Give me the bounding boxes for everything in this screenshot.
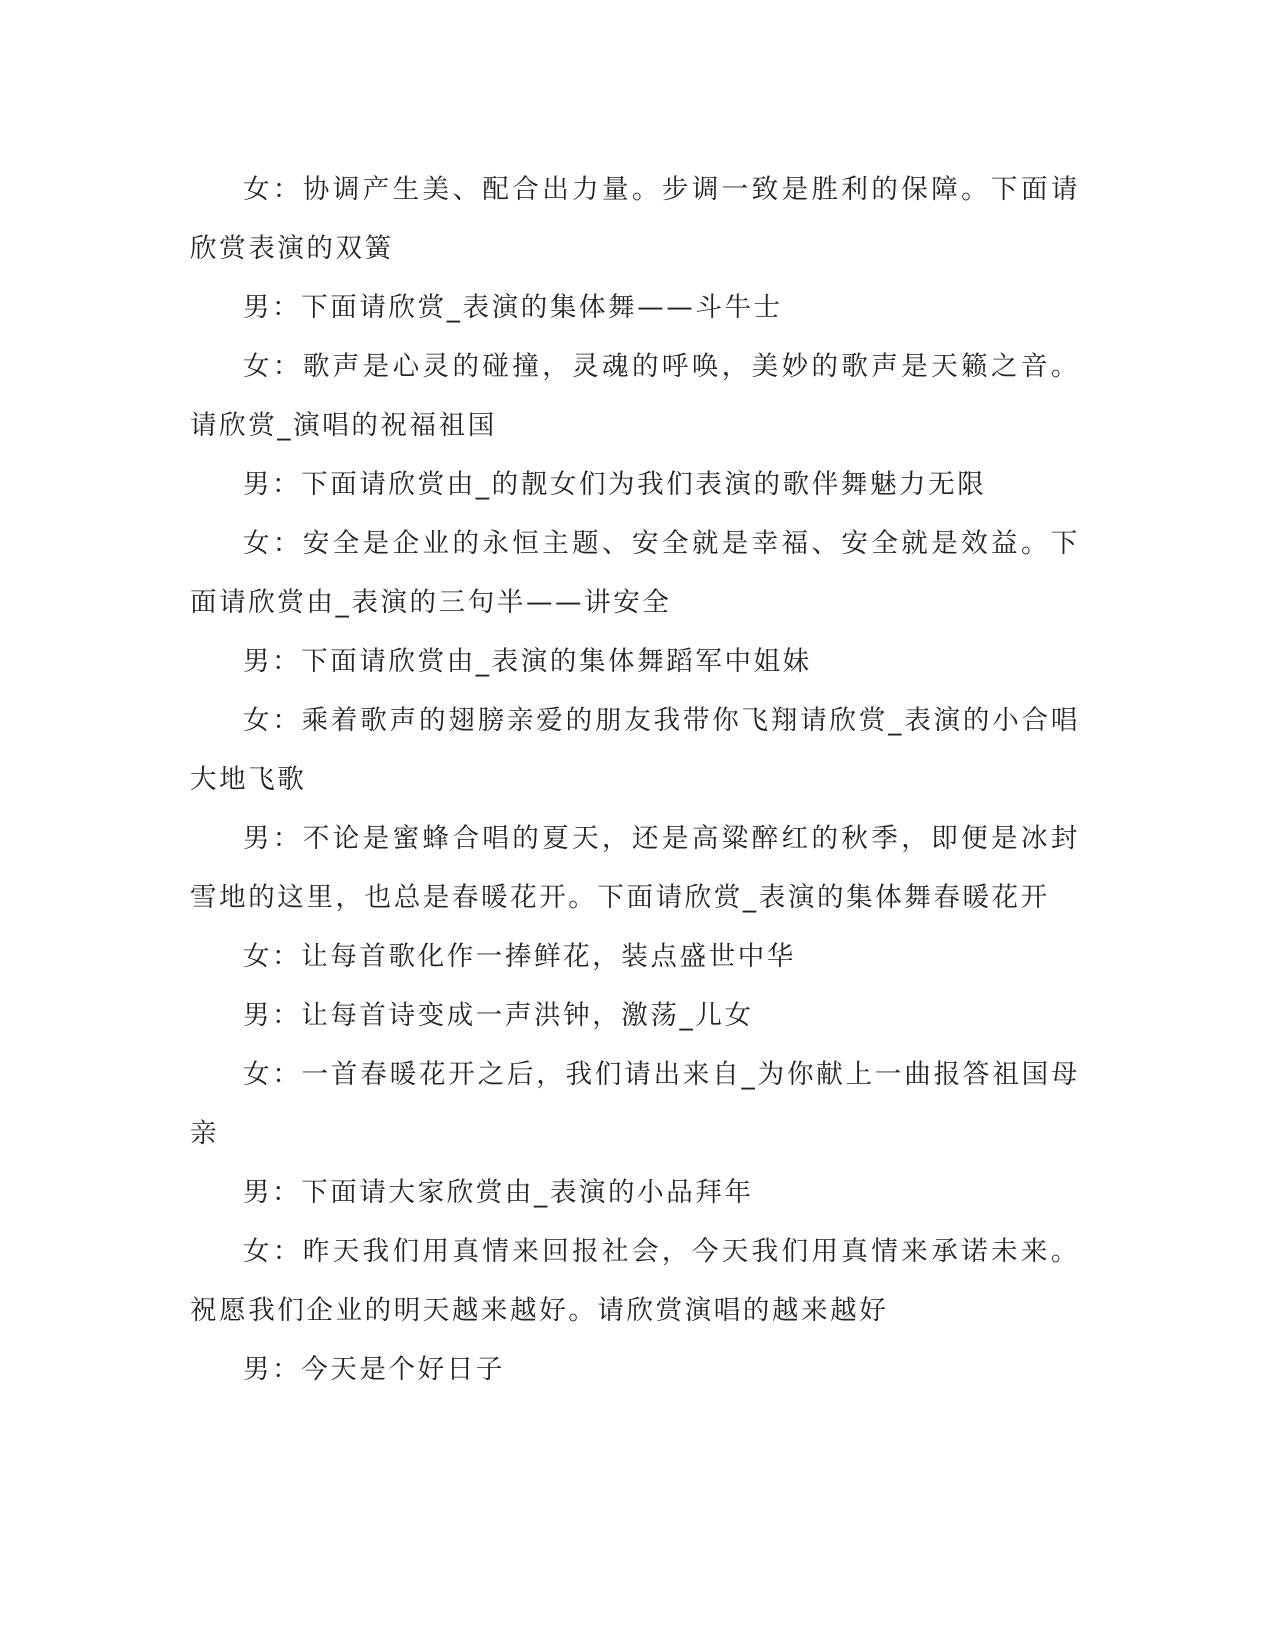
paragraph: 男：下面请欣赏_表演的集体舞——斗牛士 bbox=[243, 292, 783, 323]
paragraph: 女：一首春暖花开之后，我们请出来自_为你献上一曲报答祖国母亲 bbox=[190, 1059, 1080, 1149]
paragraph: 男：下面请欣赏由_表演的集体舞蹈军中姐妹 bbox=[243, 646, 812, 677]
paragraph: 女：安全是企业的永恒主题、安全就是幸福、安全就是效益。下面请欣赏由_表演的三句半——讲安全 bbox=[190, 528, 1080, 618]
paragraph: 男：今天是个好日子 bbox=[243, 1354, 505, 1385]
paragraph: 女：乘着歌声的翅膀亲爱的朋友我带你飞翔请欣赏_表演的小合唱大地飞歌 bbox=[190, 705, 1080, 795]
paragraph: 女：昨天我们用真情来回报社会，今天我们用真情来承诺未来。祝愿我们企业的明天越来越好。请欣赏演唱的越来越好 bbox=[190, 1236, 1080, 1326]
paragraph: 男：不论是蜜蜂合唱的夏天，还是高粱醉红的秋季，即便是冰封雪地的这里，也总是春暖花开。下面请欣赏_表演的集体舞春暖花开 bbox=[190, 823, 1080, 913]
paragraph: 男：下面请欣赏由_的靓女们为我们表演的歌伴舞魅力无限 bbox=[243, 469, 987, 500]
paragraph: 女：歌声是心灵的碰撞，灵魂的呼唤，美妙的歌声是天籁之音。请欣赏_演唱的祝福祖国 bbox=[190, 351, 1080, 441]
paragraph: 女：协调产生美、配合出力量。步调一致是胜利的保障。下面请欣赏表演的双簧 bbox=[190, 174, 1080, 264]
document-body bbox=[190, 160, 1080, 1399]
paragraph: 女：让每首歌化作一捧鲜花，装点盛世中华 bbox=[243, 941, 796, 972]
paragraph: 男：下面请大家欣赏由_表演的小品拜年 bbox=[243, 1177, 754, 1208]
paragraph: 男：让每首诗变成一声洪钟，激荡_儿女 bbox=[243, 1000, 754, 1031]
